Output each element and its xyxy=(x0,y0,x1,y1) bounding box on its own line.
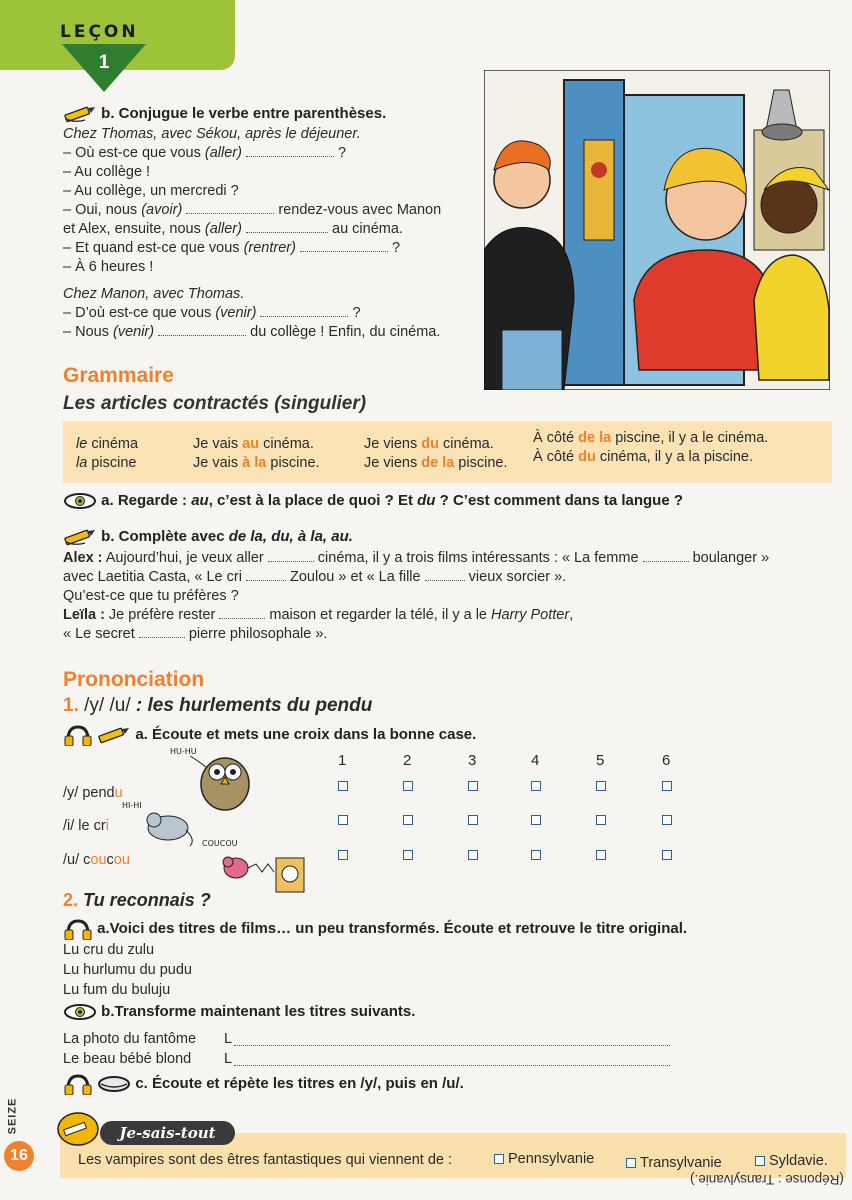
answer-checkbox[interactable] xyxy=(468,781,478,791)
column-number: 1 xyxy=(338,752,347,769)
column-number: 4 xyxy=(531,752,540,769)
option-checkbox[interactable] xyxy=(494,1154,504,1164)
lesson-number: 1 xyxy=(98,52,110,73)
answer-checkbox[interactable] xyxy=(403,850,413,860)
answer-checkbox[interactable] xyxy=(338,781,348,791)
transform-item: Le beau bébé blond xyxy=(63,1051,192,1067)
eye-icon xyxy=(63,1003,97,1021)
answer-blank[interactable] xyxy=(260,305,348,317)
grammar-subheading: Les articles contractés (singulier) xyxy=(63,393,367,414)
transform-exercise: b.Transforme maintenant les titres suivants. xyxy=(63,1003,415,1021)
answer-checkbox[interactable] xyxy=(468,850,478,860)
film-title: Lu cru du zulu xyxy=(63,942,155,958)
dialogue-line: – Nous (venir) du collège ! Enfin, du cinéma. xyxy=(63,324,441,340)
answer-checkbox[interactable] xyxy=(596,781,606,791)
answer-checkbox[interactable] xyxy=(596,815,606,825)
sound-row-label: /y/ pendu xyxy=(63,785,123,801)
answer-blank[interactable] xyxy=(219,607,265,619)
comic-illustration xyxy=(484,70,830,390)
sound-effect-text: HI-HI xyxy=(122,801,142,810)
answer-blank[interactable] xyxy=(246,145,334,157)
column-number: 5 xyxy=(596,752,605,769)
film-title: Lu fum du buluju xyxy=(63,982,171,998)
answer-blank[interactable] xyxy=(186,202,274,214)
dialogue-line: « Le secret pierre philosophale ». xyxy=(63,626,328,642)
pencil-icon xyxy=(63,104,97,124)
dialogue-line: Alex : Aujourd’hui, je veux aller cinéma, il y a trois films intéressants : « La femme boulanger » xyxy=(63,550,770,566)
answer-line[interactable] xyxy=(234,1065,670,1066)
eye-icon xyxy=(63,492,97,510)
dialogue-line: avec Laetitia Casta, « Le cri Zoulou » et « La fille vieux sorcier ». xyxy=(63,569,567,585)
quiz-question: Les vampires sont des êtres fantastiques qui viennent de : xyxy=(78,1152,452,1168)
grammar-col-acote: À côté de la piscine, il y a le cinéma. À côté du cinéma, il y a la piscine. xyxy=(533,430,769,465)
grammar-heading: Grammaire xyxy=(63,364,174,387)
mouse-illustration xyxy=(118,800,198,850)
sound-row-label: /u/ coucou xyxy=(63,852,130,868)
pronunciation-section-1-title: 1. /y/ /u/ : les hurlements du pendu xyxy=(63,695,373,716)
page-word: SEIZE xyxy=(6,1097,19,1135)
answer-blank[interactable] xyxy=(268,550,314,562)
dialogue-line: – Et quand est-ce que vous (rentrer) ? xyxy=(63,240,401,256)
answer-checkbox[interactable] xyxy=(596,850,606,860)
page-number: 16 xyxy=(4,1141,34,1171)
column-number: 6 xyxy=(662,752,671,769)
sound-effect-text: COUCOU xyxy=(202,839,238,848)
answer-checkbox[interactable] xyxy=(403,781,413,791)
option-checkbox[interactable] xyxy=(626,1158,636,1168)
scene-caption: Chez Manon, avec Thomas. xyxy=(63,286,245,302)
titles-exercise: a.Voici des titres de films… un peu transformés. Écoute et retrouve le titre original. xyxy=(63,918,687,940)
exercise-title: b. Conjugue le verbe entre parenthèses. xyxy=(101,104,387,122)
section-2-title: 2. Tu reconnais ? xyxy=(63,890,211,910)
cuckoo-clock-illustration xyxy=(196,836,316,898)
sound-row-label: /i/ le cri xyxy=(63,818,109,834)
answer-checkbox[interactable] xyxy=(531,781,541,791)
column-number: 3 xyxy=(468,752,477,769)
headphones-icon xyxy=(63,1073,93,1095)
quiz-option[interactable]: Pennsylvanie xyxy=(494,1151,594,1167)
pencil-badge-icon xyxy=(56,1112,100,1146)
listen-exercise: a. Écoute et mets une croix dans la bonne case. xyxy=(63,724,476,746)
quiz-option[interactable]: Syldavie. xyxy=(755,1153,828,1169)
dialogue-line: et Alex, ensuite, nous (aller) au cinéma. xyxy=(63,221,403,237)
answer-blank[interactable] xyxy=(246,221,328,233)
transform-prefix: L xyxy=(224,1031,233,1047)
answer-blank[interactable] xyxy=(300,240,388,252)
grammar-col-nouns: le cinéma la piscine xyxy=(76,436,139,471)
answer-checkbox[interactable] xyxy=(662,815,672,825)
transform-prefix: L xyxy=(224,1051,233,1067)
dialogue-line: – À 6 heures ! xyxy=(63,259,154,275)
answer-blank[interactable] xyxy=(643,550,689,562)
sound-effect-text: HU-HU xyxy=(170,747,197,756)
lesson-label: LEÇON xyxy=(60,22,139,42)
mouth-icon xyxy=(97,1075,131,1093)
answer-checkbox[interactable] xyxy=(531,850,541,860)
answer-checkbox[interactable] xyxy=(662,850,672,860)
transform-item: La photo du fantôme xyxy=(63,1031,197,1047)
pencil-icon xyxy=(63,527,97,547)
column-number: 2 xyxy=(403,752,412,769)
answer-checkbox[interactable] xyxy=(403,815,413,825)
answer-checkbox[interactable] xyxy=(338,815,348,825)
answer-blank[interactable] xyxy=(158,324,246,336)
dialogue-line: Qu’est-ce que tu préfères ? xyxy=(63,588,239,604)
look-exercise: a. Regarde : au, c’est à la place de quoi ? Et du ? C’est comment dans ta langue ? xyxy=(63,492,683,510)
grammar-col-aller: Je vais au cinéma. Je vais à la piscine. xyxy=(193,436,320,471)
complete-exercise: b. Complète avec de la, du, à la, au. Alex : Aujourd’hui, je veux aller cinéma, il y a trois films intéressants : « La femme boulanger » avec Laetitia Casta, « Le cri Zoulou » et « La fille vieux sorcier ». Qu’est-ce que tu préfères ? Leïla : Je préfère rester maison et regarder la télé, il y a le Harry Potter, « Le secret pierre philosophale ». xyxy=(63,527,770,642)
scene-caption: Chez Thomas, avec Sékou, après le déjeuner. xyxy=(63,126,361,142)
dialogue-line: – D’où est-ce que vous (venir) ? xyxy=(63,305,361,321)
answer-blank[interactable] xyxy=(139,626,185,638)
answer-line[interactable] xyxy=(234,1045,670,1046)
headphones-icon xyxy=(63,918,93,940)
answer-blank[interactable] xyxy=(425,569,465,581)
answer-checkbox[interactable] xyxy=(662,781,672,791)
quiz-option[interactable]: Transylvanie xyxy=(626,1155,722,1171)
grammar-table xyxy=(63,421,832,483)
quiz-answer: (Réponse : Transylvanie.) xyxy=(690,1172,844,1187)
pencil-icon xyxy=(97,725,131,745)
dialogue-line: – Au collège ! xyxy=(63,164,151,180)
headphones-icon xyxy=(63,724,93,746)
dialogue-line: Leïla : Je préfère rester maison et regarder la télé, il y a le Harry Potter, xyxy=(63,607,574,623)
grammar-col-venir: Je viens du cinéma. Je viens de la piscine. xyxy=(364,436,508,471)
quiz-label: Je-sais-tout xyxy=(100,1121,235,1145)
answer-checkbox[interactable] xyxy=(531,815,541,825)
pronunciation-heading: Prononciation xyxy=(63,668,205,691)
option-checkbox[interactable] xyxy=(755,1156,765,1166)
conjugate-exercise xyxy=(63,104,441,342)
dialogue-line: – Où est-ce que vous (aller) ? xyxy=(63,145,347,161)
answer-checkbox[interactable] xyxy=(468,815,478,825)
answer-checkbox[interactable] xyxy=(338,850,348,860)
film-title: Lu hurlumu du pudu xyxy=(63,962,192,978)
answer-blank[interactable] xyxy=(246,569,286,581)
repeat-exercise: c. Écoute et répète les titres en /y/, puis en /u/. xyxy=(63,1073,464,1095)
dialogue-line: – Au collège, un mercredi ? xyxy=(63,183,239,199)
dialogue-line: – Oui, nous (avoir) rendez-vous avec Manon xyxy=(63,202,442,218)
